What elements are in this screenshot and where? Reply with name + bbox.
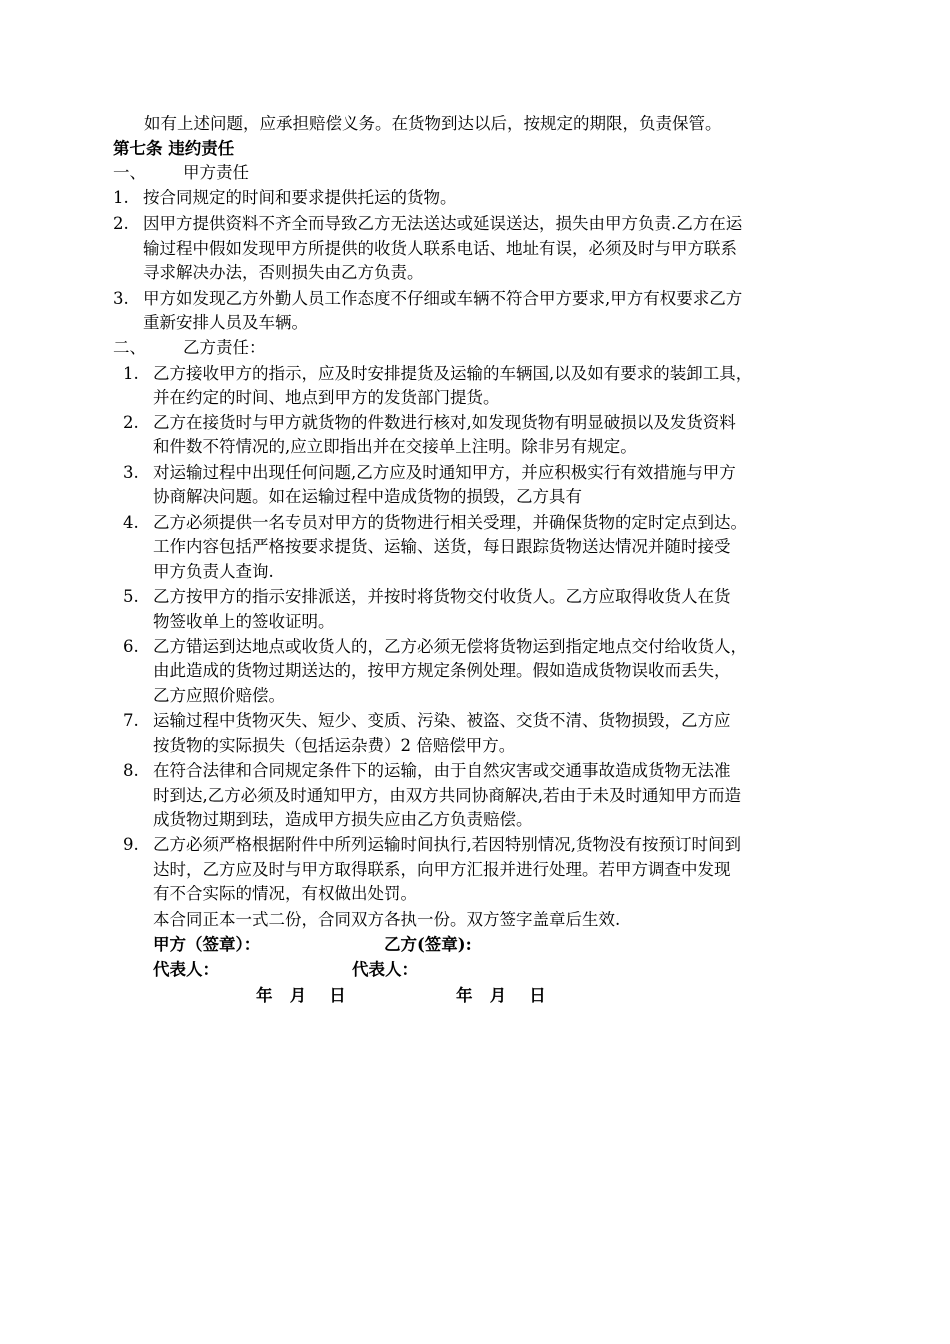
section-b-item-line: 乙方在接货时与甲方就货物的件数进行核对,如发现货物有明显破损以及发货资料 — [153, 413, 736, 432]
section-b-item-num: 2. — [123, 413, 139, 432]
section-a-item-line: 按合同规定的时间和要求提供托运的货物。 — [143, 188, 457, 207]
party-a-signature-label: 甲方（签章）： — [153, 935, 261, 954]
section-b-item-line: 按货物的实际损失（包括运杂费）2 倍赔偿甲方。 — [153, 736, 516, 755]
section-b-item-line: 乙方错运到达地点或收货人的，乙方必须无偿将货物运到指定地点交付给收货人， — [153, 637, 747, 656]
section-a-item-num: 1. — [113, 188, 129, 207]
section-b-item-line: 时到达,乙方必须及时通知甲方，由双方共同协商解决,若由于未及时通知甲方而造 — [153, 786, 741, 805]
section-b-item-num: 5. — [123, 587, 139, 606]
section-b-item-num: 3. — [123, 463, 139, 482]
party-a-representative-label: 代表人： — [153, 960, 219, 979]
article-title: 第七条 违约责任 — [113, 139, 235, 158]
section-b-item-line: 运输过程中货物灭失、短少、变质、污染、被盗、交货不清、货物损毁，乙方应 — [153, 711, 731, 730]
section-a-item-num: 3. — [113, 289, 129, 308]
section-b-item-line: 和件数不符情况的,应立即指出并在交接单上注明。除非另有规定。 — [153, 437, 637, 456]
section-b-item-line: 在符合法律和合同规定条件下的运输，由于自然灾害或交通事故造成货物无法准 — [153, 761, 731, 780]
section-b-item-line: 物签收单上的签收证明。 — [153, 612, 335, 631]
section-b-item-line: 乙方应照价赔偿。 — [153, 686, 285, 705]
closing-line: 本合同正本一式二份，合同双方各执一份。双方签字盖章后生效. — [153, 910, 621, 929]
section-a-item-line: 寻求解决办法，否则损失由乙方负责。 — [143, 263, 424, 282]
intro-line: 如有上述问题，应承担赔偿义务。在货物到达以后，按规定的期限，负责保管。 — [144, 114, 722, 133]
section-b-item-num: 1. — [123, 364, 139, 383]
section-b-item-line: 有不合实际的情况，有权做出处罚。 — [153, 884, 417, 903]
section-b-item-line: 甲方负责人查询. — [153, 562, 274, 581]
section-b-item-line: 协商解决问题。如在运输过程中造成货物的损毁，乙方具有 — [153, 487, 582, 506]
section-b-item-num: 4. — [123, 513, 139, 532]
section-b-item-line: 达时，乙方应及时与甲方取得联系，向甲方汇报并进行处理。若甲方调查中发现 — [153, 860, 731, 879]
section-b-item-line: 工作内容包括严格按要求提货、运输、送货，每日跟踪货物送达情况并随时接受 — [153, 537, 731, 556]
section-a-item-line: 因甲方提供资料不齐全而导致乙方无法送达或延误送达，损失由甲方负责.乙方在运 — [143, 214, 743, 233]
party-b-representative-label: 代表人： — [352, 960, 418, 979]
section-b-marker: 二、 — [113, 338, 146, 357]
section-a-item-line: 输过程中假如发现甲方所提供的收货人联系电话、地址有误，必须及时与甲方联系 — [143, 239, 737, 258]
section-b-item-num: 9. — [123, 835, 139, 854]
section-a-item-num: 2. — [113, 214, 129, 233]
party-a-date: 年 月 日 — [256, 986, 346, 1005]
section-b-item-line: 并在约定的时间、地点到甲方的发货部门提货。 — [153, 388, 500, 407]
section-b-item-line: 乙方按甲方的指示安排派送，并按时将货物交付收货人。乙方应取得收货人在货 — [153, 587, 731, 606]
section-b-item-num: 6. — [123, 637, 139, 656]
section-b-item-line: 乙方接收甲方的指示，应及时安排提货及运输的车辆国,以及如有要求的装卸工具， — [153, 364, 753, 383]
section-b-title: 乙方责任： — [183, 338, 266, 357]
section-b-item-num: 7. — [123, 711, 139, 730]
section-b-item-line: 由此造成的货物过期送达的，按甲方规定条例处理。假如造成货物误收而丢失， — [153, 661, 731, 680]
party-b-date: 年 月 日 — [456, 986, 546, 1005]
section-b-item-line: 乙方必须严格根据附件中所列运输时间执行,若因特别情况,货物没有按预订时间到 — [153, 835, 741, 854]
party-b-signature-label: 乙方(签章): — [384, 935, 472, 954]
section-a-marker: 一、 — [113, 163, 146, 182]
section-b-item-line: 成货物过期到珐，造成甲方损失应由乙方负责赔偿。 — [153, 810, 533, 829]
section-b-item-line: 对运输过程中出现任何问题,乙方应及时通知甲方，并应积极实行有效措施与甲方 — [153, 463, 736, 482]
section-b-item-num: 8. — [123, 761, 139, 780]
section-a-item-line: 重新安排人员及车辆。 — [143, 313, 308, 332]
section-a-item-line: 甲方如发现乙方外勤人员工作态度不仔细或车辆不符合甲方要求,甲方有权要求乙方 — [143, 289, 743, 308]
section-a-title: 甲方责任 — [183, 163, 249, 182]
section-b-item-line: 乙方必须提供一名专员对甲方的货物进行相关受理，并确保货物的定时定点到达。 — [153, 513, 747, 532]
